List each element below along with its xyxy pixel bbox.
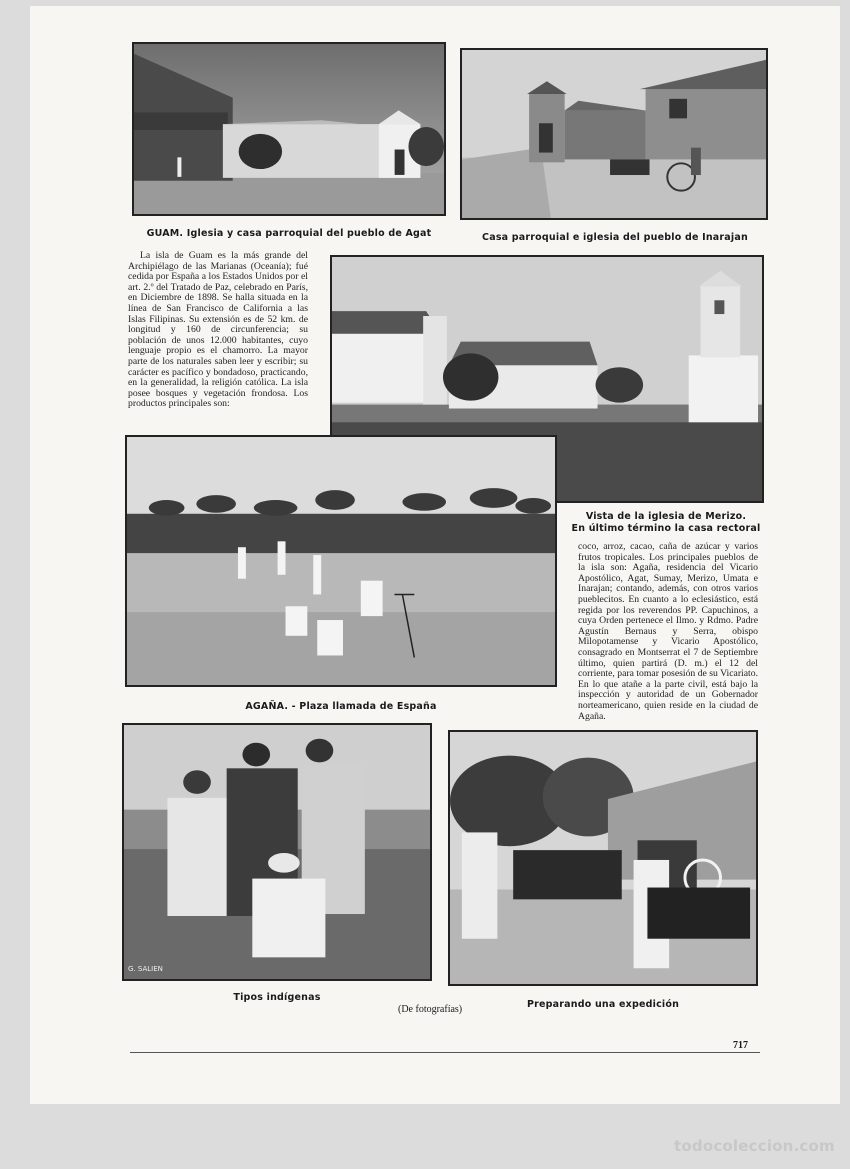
watermark: todocoleccion.com — [674, 1137, 835, 1155]
caption-merizo-line-1: Vista de la iglesia de Merizo. — [585, 511, 747, 522]
photo-tipos-indigenas — [122, 723, 432, 981]
page-number: 717 — [733, 1040, 748, 1051]
caption-agana: AGAÑA. - Plaza llamada de España — [245, 701, 437, 712]
photo-credit: (De fotografías) — [398, 1004, 463, 1015]
caption-merizo — [568, 511, 764, 535]
caption-expedicion: Preparando una expedición — [526, 999, 680, 1010]
caption-tipos: Tipos indígenas — [233, 992, 321, 1003]
body-text-column-2: coco, arroz, cacao, caña de azúcar y varios frutos tropicales. Los principales pueblos de la isla son: Agaña, residencia del Vicario Apostólico, Agat, Sumay, Merizo, Umata e Inarajan; contando, además, con otros varios pueblecitos. En cuanto a lo eclesiástico, está regida por los reverendos PP. Capuchinos, a cuya Orden pertenece el Ilmo. y Rdmo. Padre Agustín Bernaus y Serra, obispo Milopotamense y Vicario Apostólico, consagrado en Montserrat el 7 de Septiembre último, quien partirá (D. m.) el 12 del corriente, para tomar posesión de su Vicariato. En lo que atañe a la parte civil, está bajo la inspección y autoridad de un Gobernador norteamericano, quien reside en la ciudad de Agaña. — [578, 541, 759, 722]
photo-agana-plaza — [125, 435, 557, 687]
body-text-column-1: La isla de Guam es la más grande del Archipiélago de las Marianas (Oceanía); fué cedida por España a los Estados Unidos por el art. 2.º del Tratado de Paz, celebrado en París, en Diciembre de 1898. Se halla situada en la línea de San Francisco de California a las Islas Filipinas. Su extensión es de 52 km. de longitud y 160 de circunferencia; su población de unos 12.000 habitantes, cuyo lenguaje propio es el chamorro. La mayor parte de los naturales saben leer y escribir; su carácter es pacífico y bondadoso, practicando, en la generalidad, la religión católica. La isla posee bosques y vegetación frondosa. Los productos principales son: — [128, 250, 308, 410]
photographer-signature: G. SALIEN — [128, 965, 163, 973]
page-rule — [130, 1052, 760, 1053]
caption-inarajan: Casa parroquial e iglesia del pueblo de Inarajan — [482, 232, 748, 243]
caption-agat: GUAM. Iglesia y casa parroquial del pueblo de Agat — [146, 228, 432, 239]
photo-agat-church — [132, 42, 446, 216]
photo-inarajan-church — [460, 48, 768, 220]
photo-preparando-expedicion — [448, 730, 758, 986]
caption-merizo-line-2: En último término la casa rectoral — [571, 523, 761, 534]
